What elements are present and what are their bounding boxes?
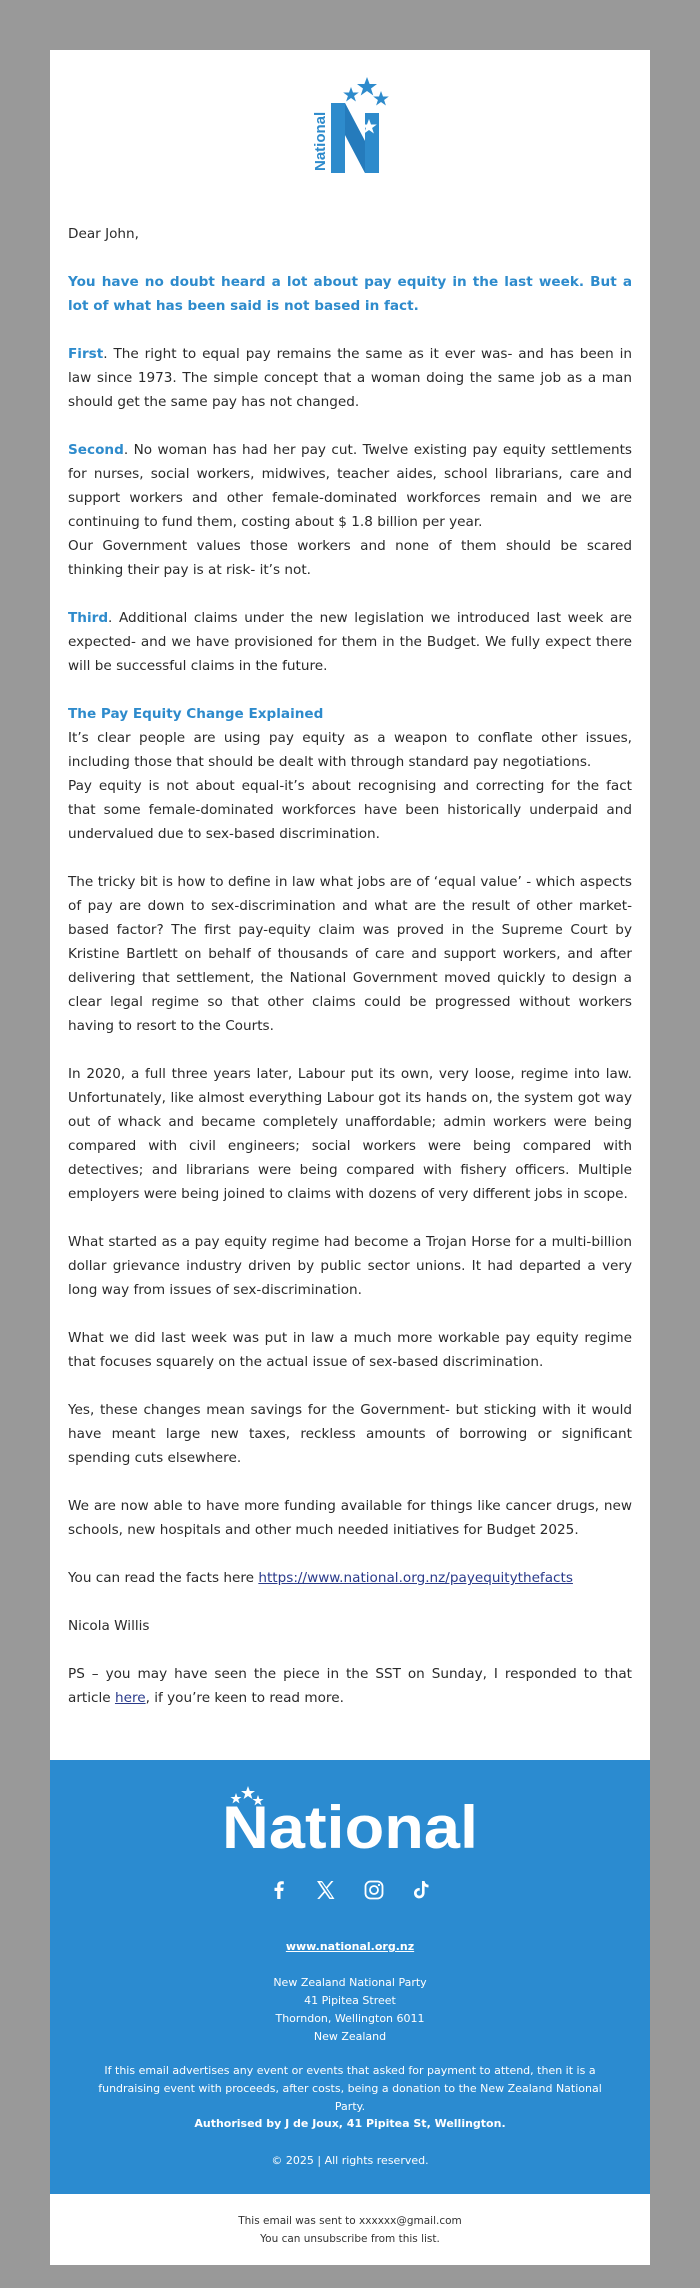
paragraph-5: What started as a pay equity regime had become a Trojan Horse for a multi-billion dollar grievance industry driven by public sector unions. It had departed a very long way from issues of sex-discrimination. — [68, 1234, 632, 1298]
email-card — [50, 50, 650, 2265]
second-text-2: Our Government values those workers and none of them should be scared thinking their pay is at risk- it’s not. — [68, 538, 632, 578]
footer-logo-text: National — [222, 1794, 478, 1854]
facebook-icon[interactable] — [267, 1878, 291, 1902]
address-line-4: New Zealand — [313, 2030, 387, 2043]
paragraph-1: It’s clear people are using pay equity as a weapon to conflate other issues, including those that should be dealt with through standard pay negotiations. — [68, 730, 632, 770]
footer-national-logo — [222, 1782, 478, 1854]
third-text: . Additional claims under the new legislation we introduced last week are expected- and we have provisioned for them in the Budget. We fully expect there will be successful claims in the future. — [68, 610, 632, 674]
signature: Nicola Willis — [68, 1618, 150, 1634]
logo-vertical-text: National — [312, 111, 329, 171]
email-meta — [50, 2212, 650, 2248]
letter-body — [68, 222, 632, 1710]
tiktok-icon[interactable] — [409, 1878, 433, 1902]
address-line-2: 41 Pipitea Street — [304, 1994, 396, 2007]
authorisation: Authorised by J de Joux, 41 Pipitea St, Wellington. — [194, 2117, 506, 2130]
website-link[interactable]: www.national.org.nz — [285, 1940, 415, 1953]
facts-line — [68, 1566, 632, 1590]
instagram-icon[interactable] — [362, 1878, 386, 1902]
greeting: Dear John, — [68, 226, 139, 242]
facts-prefix: You can read the facts here — [68, 1570, 259, 1586]
footer — [50, 1760, 650, 2194]
fundraising-note: If this email advertises any event or events that asked for payment to attend, then it is a fundraising event with proceeds, after costs, being a donation to the New Zealand National Party. — [98, 2064, 602, 2113]
address-line-1: New Zealand National Party — [273, 1976, 427, 1989]
ps-suffix: , if you’re keen to read more. — [145, 1690, 344, 1706]
second-text: . No woman has had her pay cut. Twelve existing pay equity settlements for nurses, social workers, midwives, teacher aides, school librarians, care and support workers and other female-dominated workforces remain and we are continuing to fund them, costing about $ 1.8 billion per year. — [68, 442, 632, 530]
copyright: © 2025 | All rights reserved. — [271, 2154, 429, 2167]
star-top — [357, 77, 377, 96]
paragraph-6: What we did last week was put in law a much more workable pay equity regime that focuses squarely on the actual issue of sex-based discrimination. — [68, 1330, 632, 1370]
first-text: . The right to equal pay remains the same as it ever was- and has been in law since 1973. The simple concept that a woman doing the same job as a man should get the same pay has not changed. — [68, 346, 632, 410]
national-logo — [297, 73, 407, 178]
star-right — [373, 91, 389, 106]
first-label: First — [68, 346, 104, 362]
second-label: Second — [68, 442, 124, 458]
second-point — [68, 438, 632, 534]
paragraph-7: Yes, these changes mean savings for the Government- but sticking with it would have meant large new taxes, reckless amounts of borrowing or significant spending cuts elsewhere. — [68, 1402, 632, 1466]
third-point — [68, 606, 632, 678]
third-label: Third — [68, 610, 109, 626]
sent-to-text: This email was sent to xxxxxx@gmail.com — [238, 2215, 462, 2227]
ps-prefix: PS – you may have seen the piece in the SST on Sunday, I responded to that article — [68, 1666, 632, 1706]
address — [50, 1974, 650, 2046]
ps-line — [68, 1662, 632, 1710]
unsubscribe-text[interactable]: You can unsubscribe from this list. — [260, 2233, 440, 2245]
x-icon[interactable] — [314, 1878, 338, 1902]
social-links — [50, 1878, 650, 1906]
facts-link[interactable]: https://www.national.org.nz/payequitythefacts — [258, 1570, 573, 1586]
ps-here-link[interactable]: here — [114, 1690, 146, 1706]
first-point — [68, 342, 632, 414]
paragraph-2: Pay equity is not about equal-it’s about recognising and correcting for the fact that some female-dominated workforces have been historically underpaid and undervalued due to sex-based discrimination. — [68, 778, 632, 842]
intro: You have no doubt heard a lot about pay equity in the last week. But a lot of what has been said is not based in fact. — [68, 274, 632, 314]
paragraph-8: We are now able to have more funding available for things like cancer drugs, new schools, new hospitals and other much needed initiatives for Budget 2025. — [68, 1498, 632, 1538]
paragraph-3: The tricky bit is how to define in law what jobs are of ‘equal value’ - which aspects of pay are down to sex-discrimination and what are the result of other market-based factor? The first pay-equity claim was proved in the Supreme Court by Kristine Bartlett on behalf of thousands of care and support workers, and after delivering that settlement, the National Government moved quickly to design a clear legal regime so that other claims could be progressed without workers having to resort to the Courts. — [68, 874, 632, 1034]
section-heading: The Pay Equity Change Explained — [68, 706, 324, 722]
address-line-3: Thorndon, Wellington 6011 — [275, 2012, 425, 2025]
star-left — [343, 87, 359, 102]
paragraph-4: In 2020, a full three years later, Labour put its own, very loose, regime into law. Unfortunately, like almost everything Labour got its hands on, the system got way out of whack and became completely unaffordable; admin workers were being compared with civil engineers; social workers were being compared with detectives; and librarians were being compared with fishery officers. Multiple employers were being joined to claims with dozens of very different jobs in scope. — [68, 1066, 632, 1202]
